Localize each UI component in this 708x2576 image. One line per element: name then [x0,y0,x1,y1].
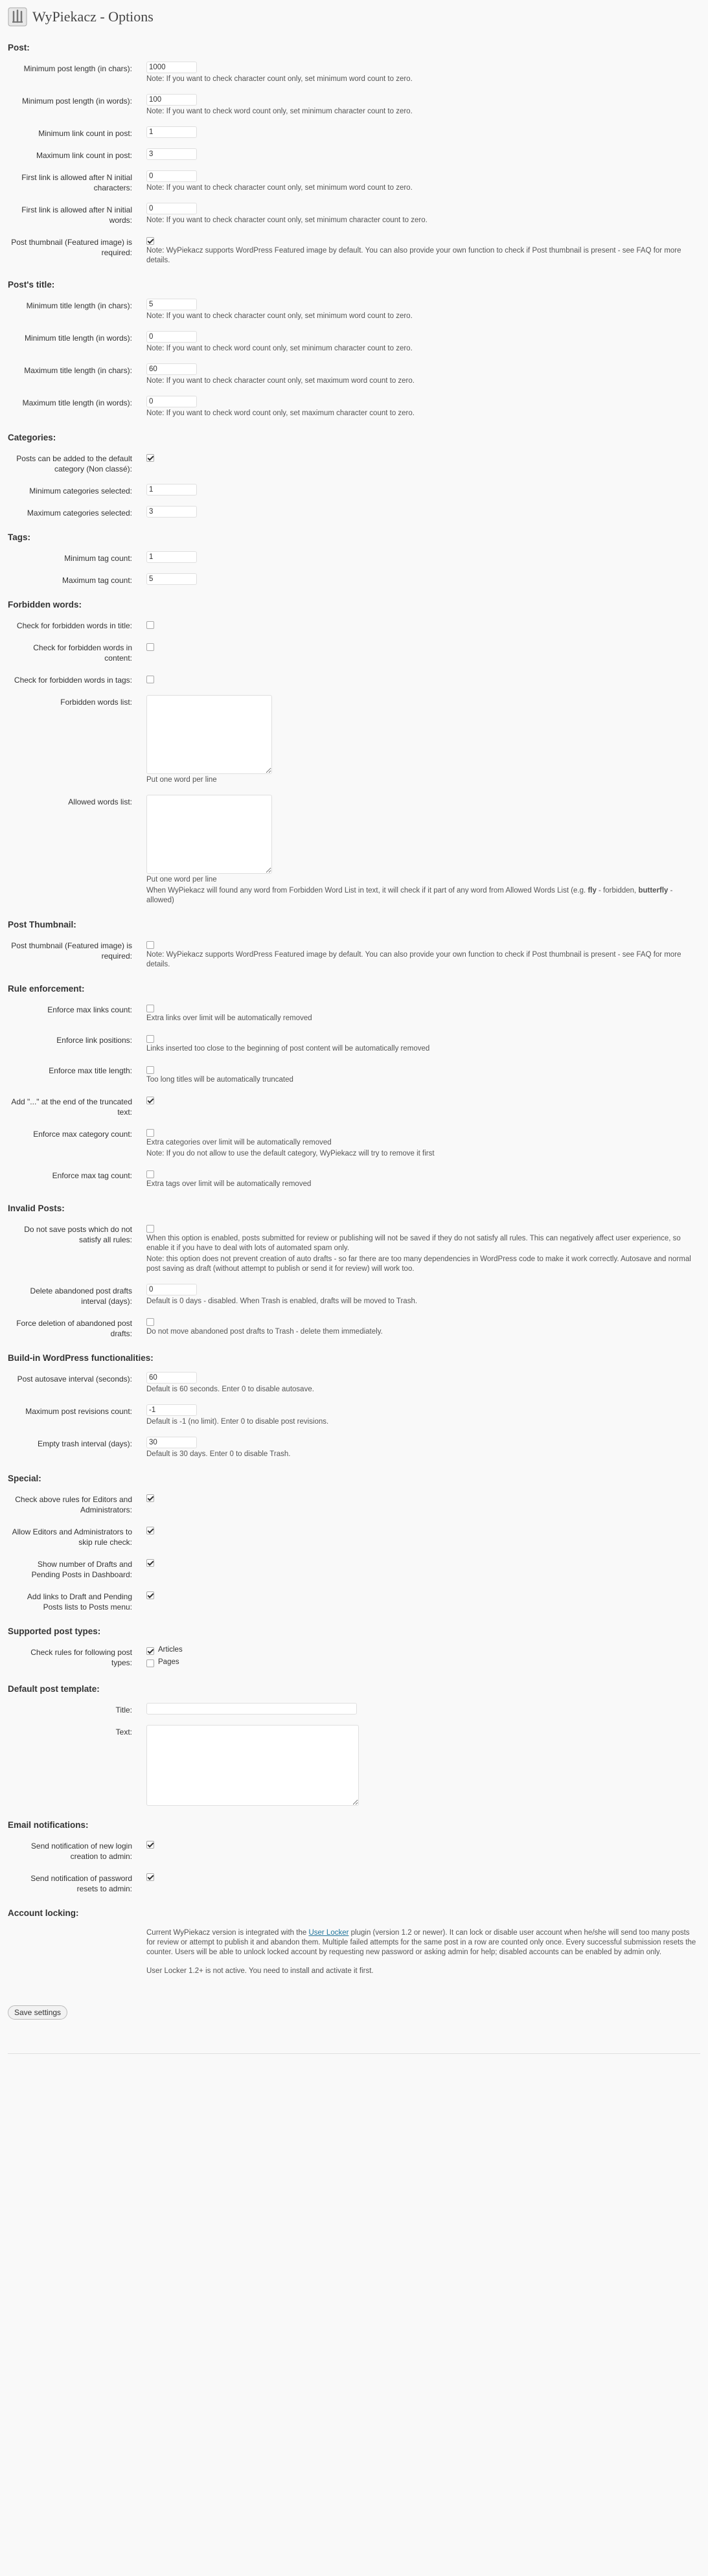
forbidden-tags-checkbox[interactable] [146,676,154,683]
field-label: Post thumbnail (Featured image) is required: [11,238,132,257]
builtin-revisions-row [8,1404,700,1427]
email-reset-row [8,1871,700,1894]
field-label: Enforce link positions: [56,1035,132,1045]
type-option-articles[interactable] [146,1645,700,1655]
field-note: Note: If you want to check word count only, set maximum character count to zero. [146,409,415,418]
section-types-heading: Supported post types: [8,1626,101,1636]
invalid-force-delete-checkbox[interactable] [146,1318,154,1326]
rules-max-title-row [8,1064,700,1084]
categories-default-row [8,451,700,474]
section-invalid-heading: Invalid Posts: [8,1203,65,1214]
template-title-input[interactable] [146,1703,357,1715]
field-label: Send notification of new login creation to admin: [30,1841,132,1861]
field-note: Put one word per line [146,776,217,784]
field-label: Check for forbidden words in title: [16,621,132,631]
section-tags-heading: Tags: [8,532,31,543]
forbidden-words-textarea[interactable] [146,695,272,774]
field-note: Note: If you want to check character count only, set minimum character count to zero. [146,216,428,224]
allowed-words-textarea[interactable] [146,795,272,874]
rules-dots-checkbox[interactable] [146,1097,154,1104]
page-title: WyPiekacz - Options [32,8,154,25]
rules-max-tag-row [8,1168,700,1189]
post-thumbnail-row [8,235,700,266]
field-note: Do not move abandoned post drafts to Trash - delete them immediately. [146,1327,383,1336]
explanation-text: - allowed) [146,887,673,905]
forbidden-list-row [8,695,700,785]
tags-max-input[interactable] [146,573,197,585]
rules-max-links-row [8,1003,700,1023]
field-label: Add links to Draft and Pending Posts lists to Posts menu: [27,1591,132,1612]
field-note: Default is 0 days - disabled. When Trash is enabled, drafts will be moved to Trash. [146,1297,418,1305]
field-label: Post thumbnail (Featured image) is required: [11,941,132,961]
field-label: Send notification of password resets to admin: [30,1873,132,1893]
field-label: Delete abandoned post drafts interval (days): [30,1286,132,1306]
categories-min-input[interactable] [146,484,197,496]
title-max-words-row [8,396,700,418]
invalid-delete-interval-row [8,1284,700,1306]
field-label: Minimum categories selected: [29,486,132,496]
title-max-chars-row [8,363,700,386]
title-max-words-input[interactable] [146,396,197,407]
field-label: Maximum categories selected: [27,508,132,518]
special-dashboard-checkbox[interactable] [146,1559,154,1567]
example-allowed: butterfly [638,887,668,895]
builtin-trash-row [8,1437,700,1459]
email-reset-checkbox[interactable] [146,1873,154,1881]
field-label: Enforce max tag count: [52,1170,132,1180]
footer-divider [8,2053,700,2054]
field-note: When this option is enabled, posts submitted for review or publishing will not be saved if they do not satisfy all rules. This can negatively affect user experience, so enable it if you have to deal with lots of automated spam only. [146,1234,681,1252]
locking-status: User Locker 1.2+ is not active. You need to install and activate it first. [146,1966,374,1975]
explanation-text: When WyPiekacz will found any word from Forbidden Word List in text, it will check if it part of any word from Allowed Words List (e.g. [146,887,588,895]
invalid-no-save-checkbox[interactable] [146,1225,154,1233]
field-note: Note: WyPiekacz supports WordPress Featured image by default. You can also provide your own function to check if Post thumbnail is present - see FAQ for more details. [146,950,681,968]
post-min-links-row [8,126,700,139]
field-label: Minimum tag count: [64,554,132,564]
field-label: Title: [115,1705,132,1715]
field-label: Minimum post length (in chars): [23,64,132,73]
field-label: Add "..." at the end of the truncated text: [11,1097,132,1117]
field-note: Put one word per line [146,876,217,884]
template-text-textarea[interactable] [146,1725,359,1806]
section-special-heading: Special: [8,1473,41,1483]
field-label: Forbidden words list: [60,698,132,707]
post-first-link-chars-input[interactable] [146,170,197,182]
tags-min-row [8,551,700,564]
field-label: First link is allowed after N initial words: [21,205,132,225]
field-label: Maximum tag count: [62,576,132,586]
field-note: Default is 30 days. Enter 0 to disable Trash. [146,1450,291,1458]
field-label: Posts can be added to the default category (Non classé): [16,454,132,474]
field-label: Text: [115,1727,132,1737]
field-note: Note: If you want to check character count only, set maximum word count to zero. [146,377,415,385]
rules-max-title-checkbox[interactable] [146,1066,154,1074]
post-max-links-input[interactable] [146,148,197,160]
field-note: Note: If you want to check character count only, set minimum word count to zero. [146,312,413,321]
field-label: Check above rules for Editors and Administrators: [15,1494,132,1514]
field-label: Maximum title length (in chars): [24,366,132,376]
email-login-row [8,1839,700,1862]
special-menu-checkbox[interactable] [146,1591,154,1599]
section-forbidden-heading: Forbidden words: [8,600,82,610]
plugin-logo-icon [8,7,27,27]
field-label: Minimum link count in post: [38,129,132,138]
field-label: Force deletion of abandoned post drafts: [16,1318,132,1338]
builtin-revisions-input[interactable] [146,1404,197,1416]
section-builtin-heading: Build-in WordPress functionalities: [8,1352,154,1363]
field-label: Show number of Drafts and Pending Posts in Dashboard: [31,1559,132,1579]
locking-text: plugin (version 1.2 or newer). It can lock or disable user account when he/she will send too many posts for review or attempt to publish it and abandon them. Multiple failed attempts for the same post in a row are counted only once. Every successful submission resets the counter. Users will be able to unlock locked account by requesting new password or asking admin for help; disabled accounts can be enabled by admin only. [146,1928,696,1956]
section-email-heading: Email notifications: [8,1819,89,1830]
allowed-words-explanation [146,886,700,906]
type-pages-checkbox[interactable] [146,1659,154,1667]
rules-max-links-checkbox[interactable] [146,1005,154,1012]
field-label-empty [8,1927,146,1976]
field-label: Enforce max links count: [47,1005,132,1014]
field-note: Extra links over limit will be automatically removed [146,1014,312,1022]
field-note: Note: If you do not allow to use the default category, WyPiekacz will try to remove it first [146,1149,435,1157]
template-text-row [8,1725,700,1806]
special-menu-row [8,1590,700,1612]
post-min-words-row [8,94,700,117]
rules-dots-row [8,1095,700,1117]
save-settings-button[interactable]: Save settings [8,2005,67,2020]
field-note: Extra tags over limit will be automatically removed [146,1180,312,1189]
field-label: Post autosave interval (seconds): [17,1374,132,1384]
title-min-words-input[interactable] [146,331,197,343]
field-label: Check for forbidden words in tags: [14,676,132,685]
field-note: Note: this option does not prevent creation of auto drafts - so far there are too many dependencies in WordPress code to make it work correctly. Autosave and normal post saving as draft (without attempt to publish or send it for review) will work too. [146,1255,691,1273]
post-thumbnail-checkbox[interactable] [146,237,154,245]
field-label: Allowed words list: [68,797,132,807]
forbidden-title-row [8,619,700,631]
template-title-row [8,1703,700,1715]
thumb-required-checkbox[interactable] [146,941,154,949]
type-option-label: Articles [158,1645,183,1654]
rules-link-pos-row [8,1033,700,1054]
categories-max-row [8,506,700,518]
field-label: Empty trash interval (days): [37,1439,132,1448]
special-skip-row [8,1525,700,1547]
field-label: Minimum post length (in words): [21,97,132,106]
field-label: Maximum title length (in words): [22,398,132,408]
title-max-chars-input[interactable] [146,363,197,375]
section-locking-heading: Account locking: [8,1908,79,1918]
post-first-link-chars-row [8,170,700,193]
type-option-pages[interactable] [146,1658,700,1667]
field-label: First link is allowed after N initial characters: [21,173,132,192]
special-editors-checkbox[interactable] [146,1494,154,1502]
field-label: Check rules for following post types: [30,1647,132,1667]
locking-text: Current WyPiekacz version is integrated with the [146,1928,309,1937]
post-min-chars-row [8,62,700,84]
page-header [8,5,700,28]
locking-description [146,1928,700,1957]
field-label: Enforce max title length: [49,1066,132,1076]
explanation-text: - forbidden, [596,887,639,895]
field-label: Maximum post revisions count: [25,1406,132,1416]
special-editors-row [8,1492,700,1515]
tags-min-input[interactable] [146,551,197,563]
field-note: Note: If you want to check character count only, set minimum word count to zero. [146,75,413,83]
field-note: Too long titles will be automatically truncated [146,1075,293,1084]
field-note: Default is 60 seconds. Enter 0 to disable autosave. [146,1385,314,1393]
builtin-trash-input[interactable] [146,1437,197,1448]
categories-default-checkbox[interactable] [146,454,154,462]
title-min-chars-input[interactable] [146,299,197,310]
field-note: Extra categories over limit will be automatically removed [146,1138,332,1146]
rules-max-cat-checkbox[interactable] [146,1129,154,1137]
post-first-link-words-row [8,203,700,225]
tags-max-row [8,573,700,586]
rules-link-pos-checkbox[interactable] [146,1035,154,1043]
allowed-list-row [8,795,700,906]
special-skip-checkbox[interactable] [146,1527,154,1534]
field-note: Note: If you want to check character count only, set minimum word count to zero. [146,184,413,192]
field-label: Maximum link count in post: [36,151,132,160]
forbidden-title-checkbox[interactable] [146,621,154,629]
example-forbidden: fly [588,887,597,895]
categories-max-input[interactable] [146,506,197,518]
field-label: Do not save posts which do not satisfy all rules: [24,1225,132,1245]
section-post-heading: Post: [8,43,30,52]
invalid-force-delete-row [8,1316,700,1339]
title-min-chars-row [8,299,700,321]
rules-max-cat-row [8,1127,700,1159]
builtin-autosave-row [8,1372,700,1395]
thumb-required-row [8,939,700,969]
type-articles-checkbox[interactable] [146,1647,154,1655]
field-note: Default is -1 (no limit). Enter 0 to disable post revisions. [146,1417,329,1426]
field-note: Note: If you want to check word count only, set minimum character count to zero. [146,345,413,353]
forbidden-content-row [8,641,700,663]
post-min-chars-input[interactable] [146,62,197,73]
field-label: Allow Editors and Administrators to skip rule check: [12,1527,132,1547]
invalid-no-save-row [8,1222,700,1273]
section-rules-heading: Rule enforcement: [8,983,85,994]
section-template-heading: Default post template: [8,1683,100,1694]
locking-row [8,1927,700,1976]
type-option-label: Pages [158,1658,179,1666]
special-dashboard-row [8,1557,700,1580]
title-min-words-row [8,331,700,354]
field-label: Check for forbidden words in content: [33,643,132,663]
email-login-checkbox[interactable] [146,1841,154,1849]
invalid-delete-interval-input[interactable] [146,1284,197,1295]
field-note: Note: If you want to check word count only, set minimum character count to zero. [146,108,413,115]
section-thumbnail-heading: Post Thumbnail: [8,920,76,930]
post-min-links-input[interactable] [146,126,197,138]
field-note: Links inserted too close to the beginning of post content will be automatically removed [146,1045,430,1053]
forbidden-tags-row [8,673,700,685]
post-first-link-words-input[interactable] [146,203,197,214]
post-max-links-row [8,148,700,161]
field-label: Enforce max category count: [33,1129,132,1139]
field-label: Minimum title length (in words): [24,334,132,343]
types-row [8,1645,700,1670]
section-title-heading: Post's title: [8,280,55,290]
categories-min-row [8,484,700,496]
user-locker-link[interactable]: User Locker [308,1928,349,1937]
post-min-words-input[interactable] [146,94,197,106]
rules-max-tag-checkbox[interactable] [146,1170,154,1178]
builtin-autosave-input[interactable] [146,1372,197,1384]
field-note: Note: WyPiekacz supports WordPress Featured image by default. You can also provide your own function to check if Post thumbnail is present - see FAQ for more details. [146,247,681,265]
field-label: Minimum title length (in chars): [26,301,132,311]
section-categories-heading: Categories: [8,433,56,443]
forbidden-content-checkbox[interactable] [146,643,154,651]
